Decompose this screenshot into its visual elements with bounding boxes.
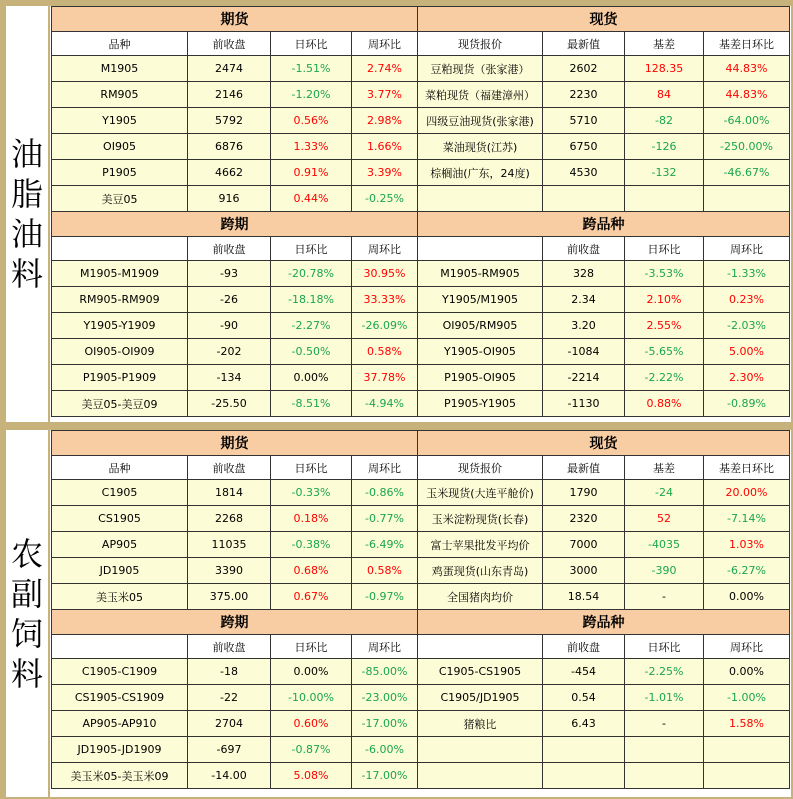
section-side-label — [6, 6, 50, 422]
table-cell: 2268 — [188, 506, 271, 532]
table-cell: 美豆05-美豆09 — [52, 391, 188, 417]
table-cell: -20.78% — [271, 261, 352, 287]
table-cell: -1.00% — [704, 685, 790, 711]
column-header: 前收盘 — [188, 456, 271, 480]
column-header: 周环比 — [352, 456, 418, 480]
table-cell: 6750 — [543, 134, 625, 160]
table-row — [52, 558, 790, 584]
table-cell: 2602 — [543, 56, 625, 82]
table-cell: Y1905 — [52, 108, 188, 134]
table-cell: -18.18% — [271, 287, 352, 313]
table-cell: 棕榈油(广东，24度) — [418, 160, 543, 186]
table-cell: 富士苹果批发平均价 — [418, 532, 543, 558]
table-cell: OI905 — [52, 134, 188, 160]
oils-section — [6, 6, 791, 422]
table-cell: 鸡蛋现货(山东青岛) — [418, 558, 543, 584]
table-cell: M1905-M1909 — [52, 261, 188, 287]
table-cell: -134 — [188, 365, 271, 391]
table-cell: -0.33% — [271, 480, 352, 506]
table-cell: Y1905-Y1909 — [52, 313, 188, 339]
table-cell: 328 — [543, 261, 625, 287]
table-cell: -22 — [188, 685, 271, 711]
table-cell: -46.67% — [704, 160, 790, 186]
table-cell: 33.33% — [352, 287, 418, 313]
table-cell: 2.10% — [625, 287, 704, 313]
table-cell: C1905-C1909 — [52, 659, 188, 685]
column-header: 日环比 — [271, 635, 352, 659]
table-cell: 2.55% — [625, 313, 704, 339]
table-cell: 2.30% — [704, 365, 790, 391]
table-cell: 0.91% — [271, 160, 352, 186]
table-cell: -132 — [625, 160, 704, 186]
table-cell: 豆粕现货（张家港） — [418, 56, 543, 82]
column-header — [418, 237, 543, 261]
table-cell: 18.54 — [543, 584, 625, 610]
column-header: 前收盘 — [188, 237, 271, 261]
table-cell: -2214 — [543, 365, 625, 391]
table-cell: 菜油现货(江苏) — [418, 134, 543, 160]
column-header: 周环比 — [704, 237, 790, 261]
group-header: 跨期 — [52, 212, 418, 237]
column-header: 品种 — [52, 456, 188, 480]
table-cell: -0.97% — [352, 584, 418, 610]
column-header: 前收盘 — [543, 635, 625, 659]
table-row — [52, 506, 790, 532]
table-cell: 0.54 — [543, 685, 625, 711]
table-cell: -26.09% — [352, 313, 418, 339]
table-cell: 1790 — [543, 480, 625, 506]
column-header-row — [52, 237, 790, 261]
table-cell: 0.00% — [271, 365, 352, 391]
table-cell: P1905-P1909 — [52, 365, 188, 391]
table-cell: -5.65% — [625, 339, 704, 365]
table-cell: OI905/RM905 — [418, 313, 543, 339]
futures-spot-header — [52, 431, 790, 456]
table-cell: 2146 — [188, 82, 271, 108]
table-cell: 2.98% — [352, 108, 418, 134]
table-cell: RM905 — [52, 82, 188, 108]
table-row — [52, 56, 790, 82]
table-cell: P1905-Y1905 — [418, 391, 543, 417]
table-row — [52, 685, 790, 711]
table-cell: 375.00 — [188, 584, 271, 610]
table-cell: 0.00% — [271, 659, 352, 685]
table-cell: 6876 — [188, 134, 271, 160]
column-header — [52, 237, 188, 261]
table-cell: -24 — [625, 480, 704, 506]
table-cell: 0.00% — [704, 659, 790, 685]
column-header: 现货报价 — [418, 32, 543, 56]
table-cell: -17.00% — [352, 763, 418, 789]
table-cell: 美玉米05 — [52, 584, 188, 610]
group-header: 期货 — [52, 431, 418, 456]
table-row — [52, 160, 790, 186]
table-cell: 0.68% — [271, 558, 352, 584]
table-cell: -90 — [188, 313, 271, 339]
table-row — [52, 763, 790, 789]
table-cell: 2230 — [543, 82, 625, 108]
column-header: 日环比 — [625, 635, 704, 659]
table-cell: -1.51% — [271, 56, 352, 82]
column-header: 现货报价 — [418, 456, 543, 480]
spread-cross-header — [52, 610, 790, 635]
table-cell — [625, 763, 704, 789]
table-cell: 2320 — [543, 506, 625, 532]
column-header: 日环比 — [271, 32, 352, 56]
table-row — [52, 480, 790, 506]
table-cell: 7000 — [543, 532, 625, 558]
table-row — [52, 711, 790, 737]
table-row — [52, 186, 790, 212]
feed-section — [6, 430, 791, 797]
table-cell — [543, 763, 625, 789]
table-cell: P1905 — [52, 160, 188, 186]
table-cell: -64.00% — [704, 108, 790, 134]
table-cell: 20.00% — [704, 480, 790, 506]
table-cell: Y1905/M1905 — [418, 287, 543, 313]
table-cell: 30.95% — [352, 261, 418, 287]
table-cell: -4035 — [625, 532, 704, 558]
table-cell: 玉米现货(大连平舱价) — [418, 480, 543, 506]
table-cell: 0.88% — [625, 391, 704, 417]
table-cell: 四级豆油现货(张家港) — [418, 108, 543, 134]
table-cell: 5710 — [543, 108, 625, 134]
table-cell: -2.25% — [625, 659, 704, 685]
table-cell: 0.18% — [271, 506, 352, 532]
table-cell: -454 — [543, 659, 625, 685]
table-cell: 玉米淀粉现货(长春) — [418, 506, 543, 532]
table-cell: 4662 — [188, 160, 271, 186]
table-cell: 3390 — [188, 558, 271, 584]
table-cell: -18 — [188, 659, 271, 685]
side-label-text: 农副饲料 — [10, 534, 43, 693]
table-cell: -25.50 — [188, 391, 271, 417]
column-header-row — [52, 635, 790, 659]
table-cell: 3.77% — [352, 82, 418, 108]
table-cell — [704, 737, 790, 763]
table-cell: 4530 — [543, 160, 625, 186]
table-cell: C1905/JD1905 — [418, 685, 543, 711]
table-cell: CS1905-CS1909 — [52, 685, 188, 711]
column-header: 基差日环比 — [704, 32, 790, 56]
table-cell: -0.50% — [271, 339, 352, 365]
table-cell: 128.35 — [625, 56, 704, 82]
table-cell: -0.89% — [704, 391, 790, 417]
table-cell: 0.44% — [271, 186, 352, 212]
table-cell: Y1905-OI905 — [418, 339, 543, 365]
column-header: 最新值 — [543, 456, 625, 480]
group-header: 现货 — [418, 7, 790, 32]
table-cell: 菜粕现货（福建漳州） — [418, 82, 543, 108]
table-cell: 11035 — [188, 532, 271, 558]
column-header-row — [52, 456, 790, 480]
table-cell: 0.00% — [704, 584, 790, 610]
column-header: 前收盘 — [188, 635, 271, 659]
table-cell: 84 — [625, 82, 704, 108]
table-cell: 1814 — [188, 480, 271, 506]
table-cell: 2.34 — [543, 287, 625, 313]
table-cell: -2.27% — [271, 313, 352, 339]
table-cell: -1.20% — [271, 82, 352, 108]
table-cell: JD1905 — [52, 558, 188, 584]
table-row — [52, 82, 790, 108]
column-header: 日环比 — [271, 237, 352, 261]
table-cell: 0.23% — [704, 287, 790, 313]
table-cell: -23.00% — [352, 685, 418, 711]
spread-cross-header — [52, 212, 790, 237]
table-cell: 5.08% — [271, 763, 352, 789]
table-cell: 44.83% — [704, 56, 790, 82]
column-header: 日环比 — [271, 456, 352, 480]
column-header — [418, 635, 543, 659]
table-cell: -2.22% — [625, 365, 704, 391]
column-header: 周环比 — [352, 32, 418, 56]
table-cell: P1905-OI905 — [418, 365, 543, 391]
table-cell: -6.49% — [352, 532, 418, 558]
table-cell: -1.01% — [625, 685, 704, 711]
table-cell: -93 — [188, 261, 271, 287]
table-cell: C1905 — [52, 480, 188, 506]
column-header-row — [52, 32, 790, 56]
table-cell: -6.27% — [704, 558, 790, 584]
table-cell: -0.86% — [352, 480, 418, 506]
table-row — [52, 737, 790, 763]
table-cell: M1905 — [52, 56, 188, 82]
table-cell: -7.14% — [704, 506, 790, 532]
column-header: 最新值 — [543, 32, 625, 56]
column-header: 基差 — [625, 456, 704, 480]
table-cell — [704, 763, 790, 789]
table-cell: -17.00% — [352, 711, 418, 737]
table-cell — [625, 186, 704, 212]
table-cell: OI905-OI909 — [52, 339, 188, 365]
table-cell — [543, 186, 625, 212]
table-cell — [418, 186, 543, 212]
table-cell: -697 — [188, 737, 271, 763]
table-cell: -14.00 — [188, 763, 271, 789]
table-row — [52, 365, 790, 391]
oils-table — [51, 6, 790, 417]
table-cell: -3.53% — [625, 261, 704, 287]
table-cell: -6.00% — [352, 737, 418, 763]
table-cell: -126 — [625, 134, 704, 160]
table-cell: JD1905-JD1909 — [52, 737, 188, 763]
table-cell: 0.60% — [271, 711, 352, 737]
table-cell: 1.66% — [352, 134, 418, 160]
table-cell: 1.58% — [704, 711, 790, 737]
table-cell: 2.74% — [352, 56, 418, 82]
table-cell — [418, 763, 543, 789]
table-row — [52, 287, 790, 313]
table-cell: 美玉米05-美玉米09 — [52, 763, 188, 789]
table-cell: - — [625, 584, 704, 610]
column-header: 周环比 — [352, 237, 418, 261]
feed-table — [51, 430, 790, 789]
table-cell: -2.03% — [704, 313, 790, 339]
group-header: 跨品种 — [418, 212, 790, 237]
table-cell: - — [625, 711, 704, 737]
table-cell — [625, 737, 704, 763]
table-cell: 1.03% — [704, 532, 790, 558]
table-cell: 2704 — [188, 711, 271, 737]
table-cell: C1905-CS1905 — [418, 659, 543, 685]
table-cell: 916 — [188, 186, 271, 212]
table-cell: 3000 — [543, 558, 625, 584]
table-cell: -10.00% — [271, 685, 352, 711]
column-header: 前收盘 — [188, 32, 271, 56]
table-cell: 2474 — [188, 56, 271, 82]
table-cell: 5792 — [188, 108, 271, 134]
table-cell: -1.33% — [704, 261, 790, 287]
table-cell: 0.56% — [271, 108, 352, 134]
table-row — [52, 313, 790, 339]
column-header: 品种 — [52, 32, 188, 56]
table-cell: 3.39% — [352, 160, 418, 186]
table-cell: -1084 — [543, 339, 625, 365]
table-cell: -0.25% — [352, 186, 418, 212]
table-cell: 3.20 — [543, 313, 625, 339]
table-row — [52, 261, 790, 287]
table-cell: M1905-RM905 — [418, 261, 543, 287]
table-row — [52, 391, 790, 417]
table-cell: 美豆05 — [52, 186, 188, 212]
column-header: 周环比 — [352, 635, 418, 659]
table-cell: 猪粮比 — [418, 711, 543, 737]
column-header: 前收盘 — [543, 237, 625, 261]
table-row — [52, 134, 790, 160]
table-cell: RM905-RM909 — [52, 287, 188, 313]
table-cell: 0.58% — [352, 558, 418, 584]
side-label-text: 油脂油料 — [10, 135, 43, 293]
table-cell: 全国猪肉均价 — [418, 584, 543, 610]
table-cell: -85.00% — [352, 659, 418, 685]
column-header: 日环比 — [625, 237, 704, 261]
table-cell: 6.43 — [543, 711, 625, 737]
group-header: 跨期 — [52, 610, 418, 635]
group-header: 跨品种 — [418, 610, 790, 635]
table-cell: -26 — [188, 287, 271, 313]
table-cell: -82 — [625, 108, 704, 134]
column-header: 基差 — [625, 32, 704, 56]
table-cell: CS1905 — [52, 506, 188, 532]
table-cell: 52 — [625, 506, 704, 532]
table-cell: -0.38% — [271, 532, 352, 558]
group-header: 期货 — [52, 7, 418, 32]
table-cell: -0.87% — [271, 737, 352, 763]
table-cell: 5.00% — [704, 339, 790, 365]
table-row — [52, 108, 790, 134]
table-cell: 1.33% — [271, 134, 352, 160]
table-row — [52, 584, 790, 610]
table-cell: -1130 — [543, 391, 625, 417]
table-cell: -8.51% — [271, 391, 352, 417]
table-cell — [543, 737, 625, 763]
table-cell: 0.67% — [271, 584, 352, 610]
table-cell: -202 — [188, 339, 271, 365]
table-cell: 44.83% — [704, 82, 790, 108]
table-row — [52, 532, 790, 558]
column-header: 周环比 — [704, 635, 790, 659]
table-cell: -4.94% — [352, 391, 418, 417]
table-cell — [418, 737, 543, 763]
futures-spot-header — [52, 7, 790, 32]
table-cell: AP905 — [52, 532, 188, 558]
table-cell: -250.00% — [704, 134, 790, 160]
group-header: 现货 — [418, 431, 790, 456]
column-header — [52, 635, 188, 659]
table-cell: 37.78% — [352, 365, 418, 391]
section-side-label — [6, 430, 50, 797]
column-header: 基差日环比 — [704, 456, 790, 480]
table-row — [52, 659, 790, 685]
table-cell — [704, 186, 790, 212]
table-row — [52, 339, 790, 365]
table-cell: AP905-AP910 — [52, 711, 188, 737]
table-cell: -390 — [625, 558, 704, 584]
table-cell: -0.77% — [352, 506, 418, 532]
table-cell: 0.58% — [352, 339, 418, 365]
